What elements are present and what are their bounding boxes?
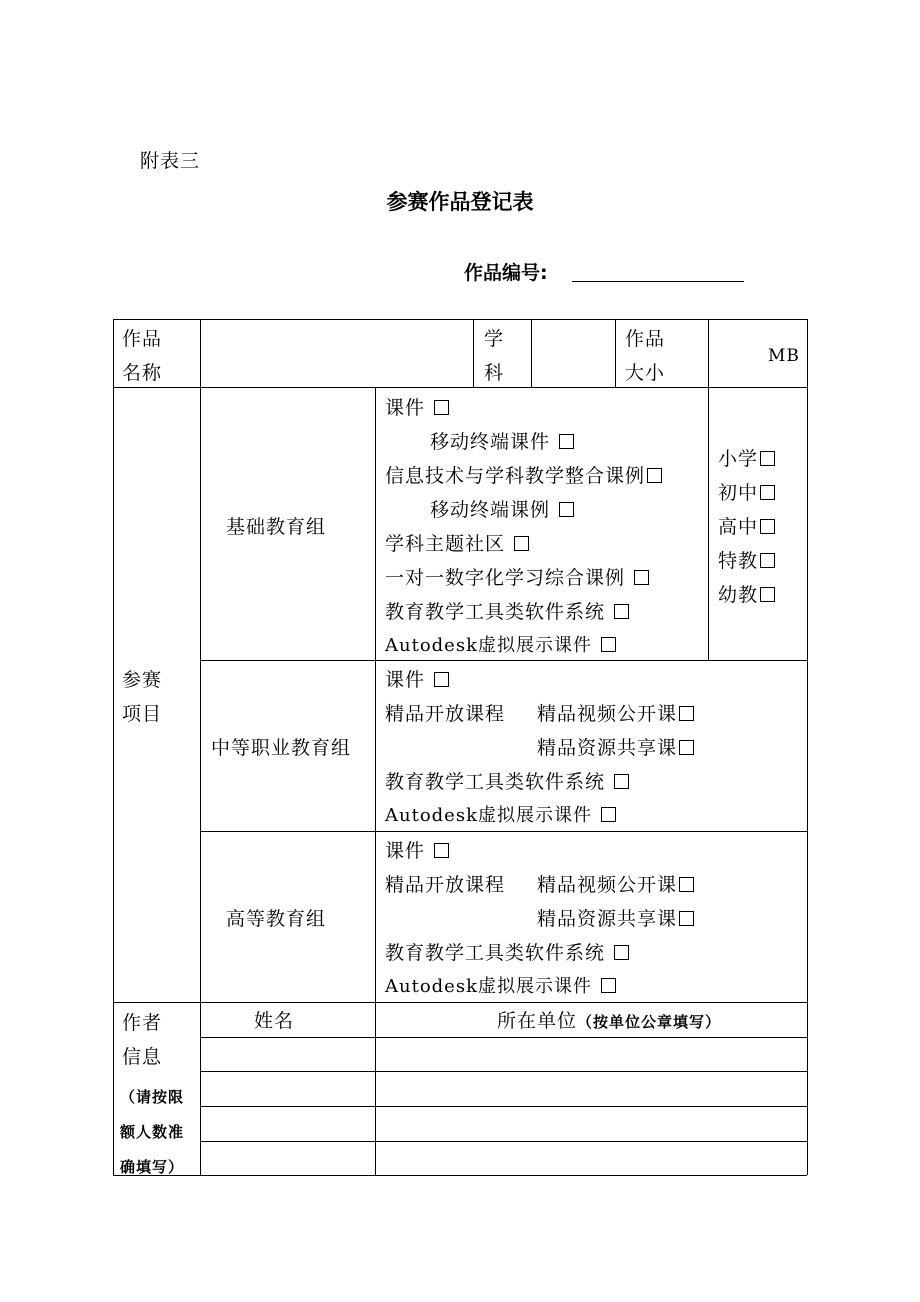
option-autodesk[interactable]: Autodesk虚拟展示课件 — [385, 799, 616, 833]
form-title: 参赛作品登记表 — [386, 190, 534, 214]
checkbox[interactable] — [614, 774, 629, 789]
checkbox[interactable] — [679, 877, 694, 892]
checkbox[interactable] — [434, 672, 449, 687]
option-tool-software[interactable]: 教育教学工具类软件系统 — [385, 595, 629, 629]
option-autodesk[interactable]: Autodesk虚拟展示课件 — [385, 970, 616, 1004]
checkbox[interactable] — [760, 519, 775, 534]
level-primary[interactable]: 小学 — [718, 442, 775, 476]
checkbox[interactable] — [601, 637, 616, 652]
work-name-input[interactable] — [201, 320, 473, 387]
size-unit: MB — [768, 346, 800, 366]
checkbox[interactable] — [559, 502, 574, 517]
group-basic-education: 基础教育组 — [226, 516, 327, 538]
checkbox[interactable] — [760, 451, 775, 466]
level-preschool[interactable]: 幼教 — [718, 578, 775, 612]
option-resource-course[interactable]: 精品资源共享课 — [537, 902, 694, 936]
option-tool-software[interactable]: 教育教学工具类软件系统 — [385, 936, 629, 970]
option-resource-course[interactable]: 精品资源共享课 — [537, 731, 694, 765]
checkbox[interactable] — [760, 485, 775, 500]
author-name-input-4[interactable] — [201, 1142, 375, 1175]
checkbox[interactable] — [559, 434, 574, 449]
col-header-unit: 所在单位（按单位公章填写） — [497, 1010, 722, 1032]
checkbox[interactable] — [434, 400, 449, 415]
option-tool-software[interactable]: 教育教学工具类软件系统 — [385, 765, 629, 799]
author-unit-input-1[interactable] — [376, 1038, 807, 1071]
author-note: （请按限 额人数准 确填写） — [120, 1088, 185, 1176]
work-name-label: 作品 名称 — [122, 328, 163, 384]
checkbox[interactable] — [614, 604, 629, 619]
author-unit-input-3[interactable] — [376, 1107, 807, 1141]
author-name-input-1[interactable] — [201, 1038, 375, 1071]
work-size-label: 作品 大小 — [625, 328, 666, 384]
appendix-label: 附表三 — [140, 150, 201, 172]
checkbox[interactable] — [634, 570, 649, 585]
level-special[interactable]: 特教 — [718, 544, 775, 578]
checkbox[interactable] — [760, 587, 775, 602]
project-label: 参赛 项目 — [122, 669, 163, 725]
subject-input[interactable] — [532, 320, 615, 387]
author-unit-input-2[interactable] — [376, 1072, 807, 1106]
checkbox[interactable] — [647, 468, 662, 483]
option-it-integration-case[interactable]: 信息技术与学科教学整合课例 — [385, 459, 662, 493]
checkbox[interactable] — [679, 911, 694, 926]
checkbox[interactable] — [679, 706, 694, 721]
work-number-field[interactable] — [572, 281, 744, 282]
option-courseware[interactable]: 课件 — [385, 834, 449, 868]
checkbox[interactable] — [514, 536, 529, 551]
checkbox[interactable] — [434, 843, 449, 858]
option-courseware[interactable]: 课件 — [385, 391, 449, 425]
option-autodesk[interactable]: Autodesk虚拟展示课件 — [385, 629, 616, 663]
option-subject-community[interactable]: 学科主题社区 — [385, 527, 529, 561]
group-higher-education: 高等教育组 — [226, 908, 327, 930]
checkbox[interactable] — [679, 740, 694, 755]
checkbox[interactable] — [601, 807, 616, 822]
level-junior[interactable]: 初中 — [718, 476, 775, 510]
checkbox[interactable] — [760, 553, 775, 568]
option-open-course: 精品开放课程 — [385, 703, 506, 725]
group-vocational-education: 中等职业教育组 — [211, 737, 352, 759]
work-number-label: 作品编号: — [464, 262, 548, 284]
col-header-name: 姓名 — [254, 1010, 295, 1032]
author-name-input-3[interactable] — [201, 1107, 375, 1141]
checkbox[interactable] — [614, 945, 629, 960]
subject-label: 学 科 — [484, 328, 505, 384]
checkbox[interactable] — [601, 978, 616, 993]
option-one-to-one-case[interactable]: 一对一数字化学习综合课例 — [385, 561, 649, 595]
author-info-label: 作者 信息 — [122, 1012, 163, 1068]
option-mobile-case[interactable]: 移动终端课例 — [430, 493, 574, 527]
option-courseware[interactable]: 课件 — [385, 663, 449, 697]
option-video-course[interactable]: 精品视频公开课 — [537, 697, 694, 731]
option-video-course[interactable]: 精品视频公开课 — [537, 868, 694, 902]
option-mobile-courseware[interactable]: 移动终端课件 — [430, 425, 574, 459]
author-unit-input-4[interactable] — [376, 1142, 807, 1175]
level-senior[interactable]: 高中 — [718, 510, 775, 544]
option-open-course: 精品开放课程 — [385, 874, 506, 896]
author-name-input-2[interactable] — [201, 1072, 375, 1106]
